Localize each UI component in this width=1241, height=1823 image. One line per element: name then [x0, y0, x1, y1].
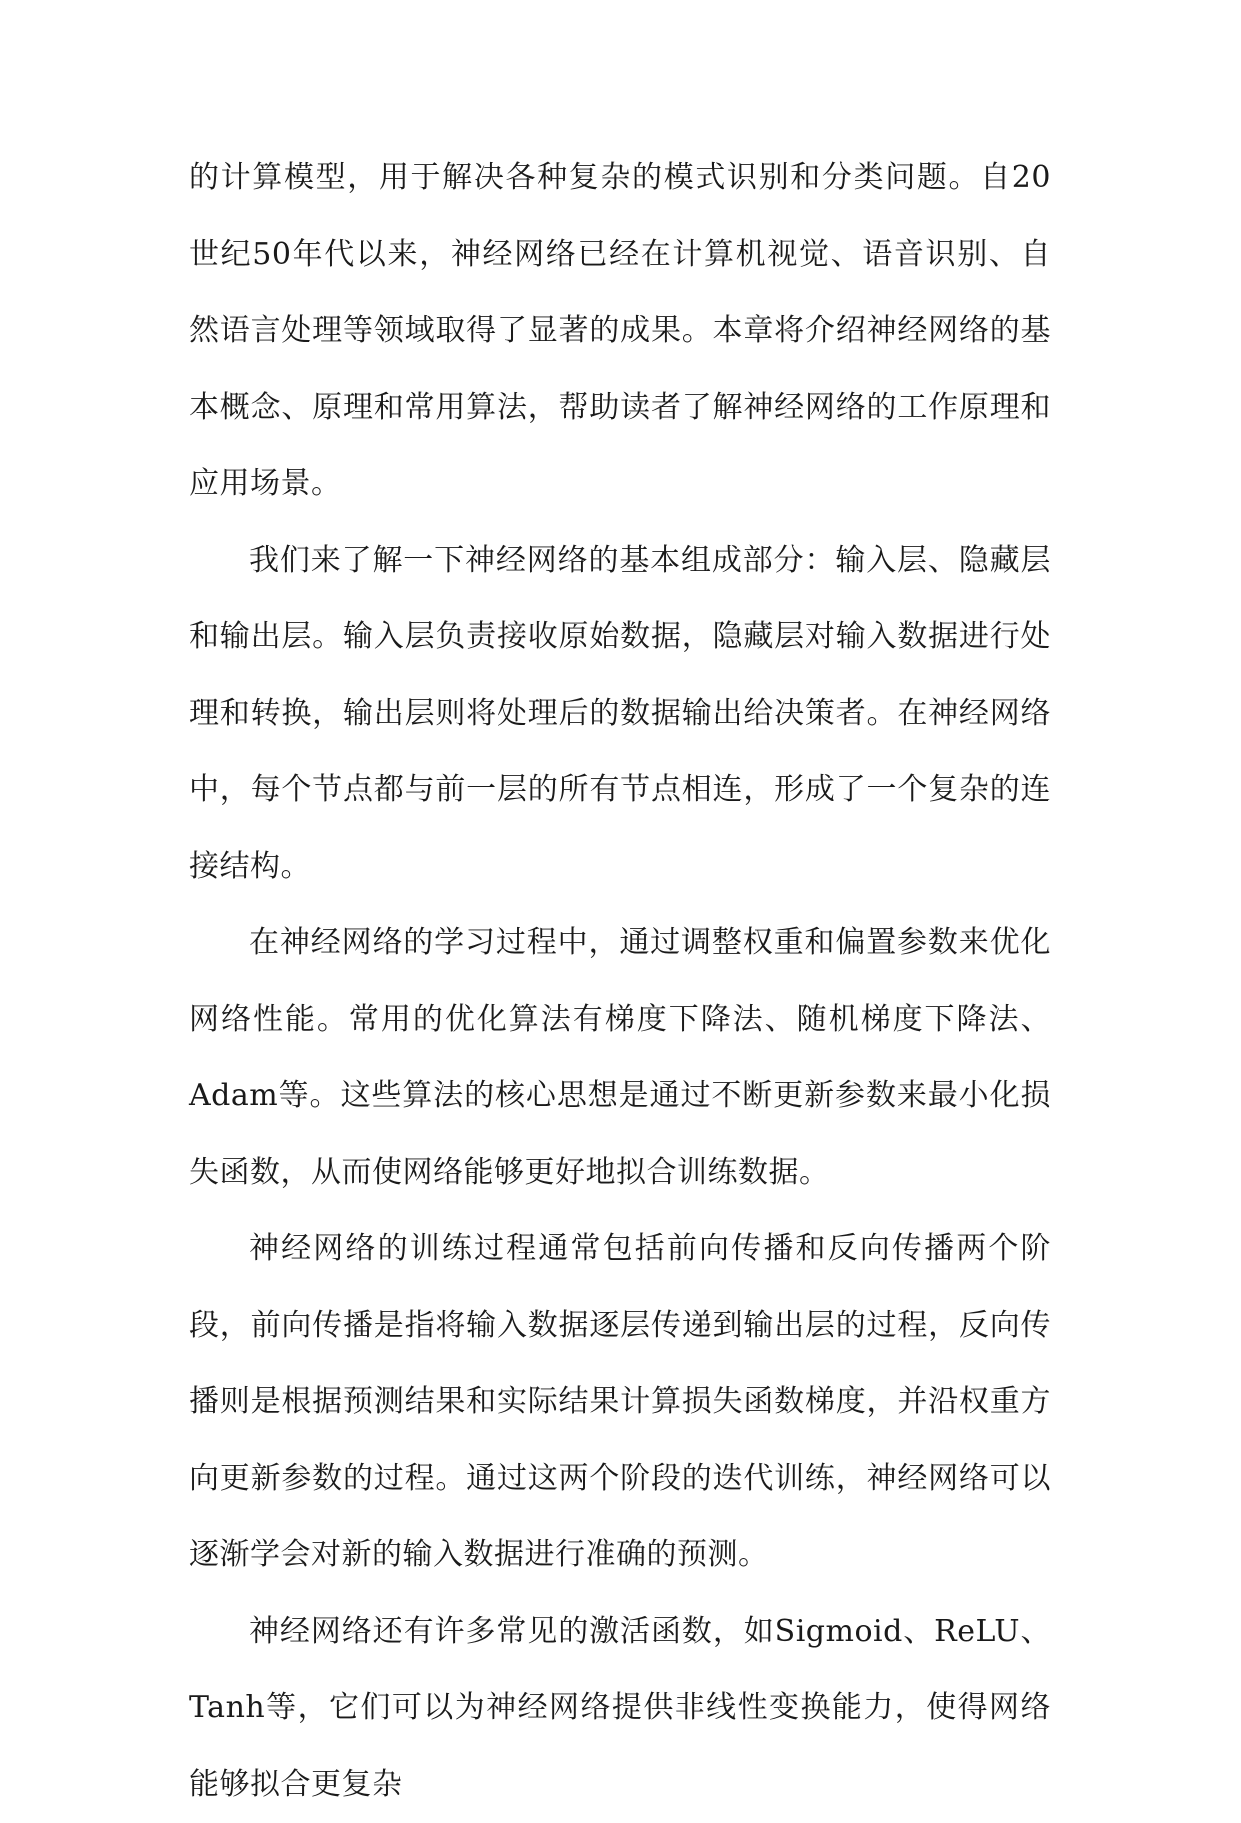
body-text [189, 140, 1051, 1823]
paragraph-continuation: 的计算模型，用于解决各种复杂的模式识别和分类问题。自20世纪50年代以来，神经网络已经在计算机视觉、语音识别、自然语言处理等领域取得了显著的成果。本章将介绍神经网络的基本概念、原理和常用算法，帮助读者了解神经网络的工作原理和应用场景。 [189, 140, 1051, 523]
paragraph-training-process: 神经网络的训练过程通常包括前向传播和反向传播两个阶段，前向传播是指将输入数据逐层传递到输出层的过程，反向传播则是根据预测结果和实际结果计算损失函数梯度，并沿权重方向更新参数的过程。通过这两个阶段的迭代训练，神经网络可以逐渐学会对新的输入数据进行准确的预测。 [189, 1211, 1051, 1594]
paragraph-network-layers: 我们来了解一下神经网络的基本组成部分：输入层、隐藏层和输出层。输入层负责接收原始数据，隐藏层对输入数据进行处理和转换，输出层则将处理后的数据输出给决策者。在神经网络中，每个节点都与前一层的所有节点相连，形成了一个复杂的连接结构。 [189, 523, 1051, 906]
paragraph-optimization: 在神经网络的学习过程中，通过调整权重和偏置参数来优化网络性能。常用的优化算法有梯度下降法、随机梯度下降法、Adam等。这些算法的核心思想是通过不断更新参数来最小化损失函数，从而使网络能够更好地拟合训练数据。 [189, 905, 1051, 1211]
paragraph-activation-functions: 神经网络还有许多常见的激活函数，如Sigmoid、ReLU、Tanh等，它们可以为神经网络提供非线性变换能力，使得网络能够拟合更复杂 [189, 1594, 1051, 1823]
